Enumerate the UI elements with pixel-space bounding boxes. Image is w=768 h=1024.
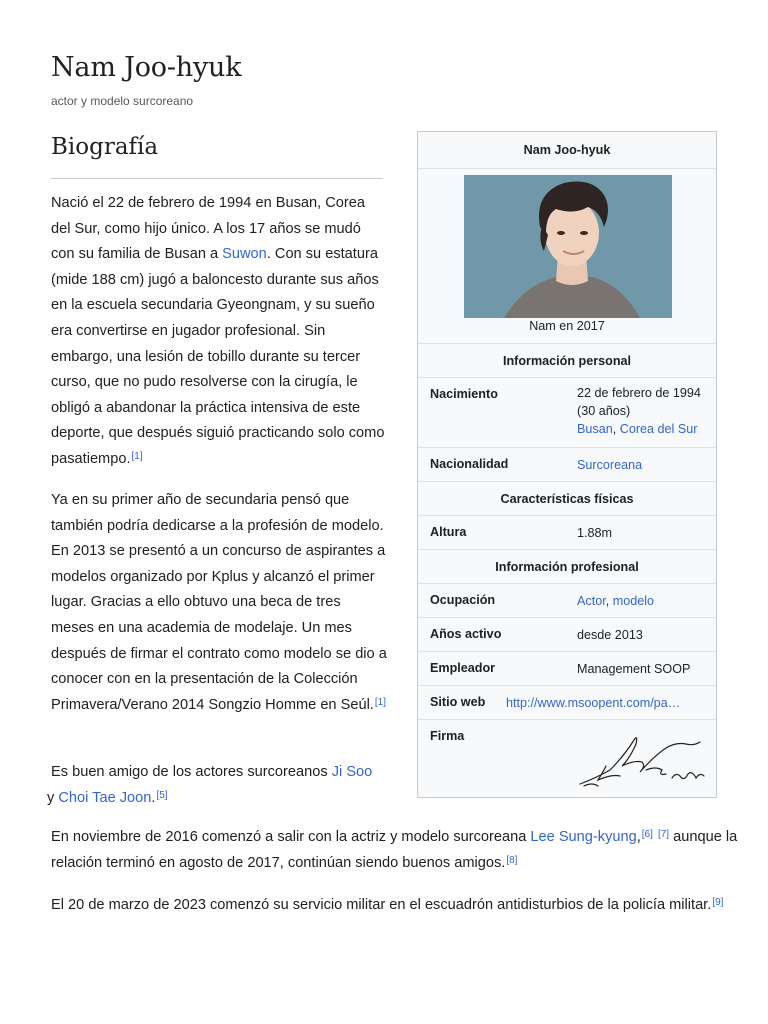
infobox-section-professional: Información profesional — [418, 549, 716, 584]
reference-link[interactable]: [1] — [374, 696, 386, 708]
infobox-section-physical: Características físicas — [418, 481, 716, 516]
infobox-section-personal: Información personal — [418, 343, 716, 378]
reference-link[interactable]: [1] — [131, 450, 143, 462]
active-value: desde 2013 — [577, 628, 643, 642]
paragraph-text: Nació el 22 de febrero de 1994 en Busan, Corea del Sur, como hijo único. A los 17 años se mudó con su familia de Busan a — [51, 195, 365, 263]
portrait-photo[interactable] — [464, 175, 672, 318]
link-corea-del-sur[interactable]: Corea del Sur — [619, 422, 698, 436]
employer-value: Management SOOP — [577, 662, 691, 676]
height-value: 1.88m — [577, 526, 613, 540]
occupation-label: Ocupación — [430, 593, 496, 607]
reference-link[interactable]: [9] — [712, 897, 724, 908]
active-label: Años activo — [430, 627, 502, 641]
infobox-row-birth — [418, 377, 716, 448]
paragraph-text: aunque la relación terminó en agosto de 2017, continúan siendo buenos amigos. — [51, 829, 738, 871]
reference-link[interactable]: [7] — [657, 829, 670, 840]
occupation-value — [577, 592, 711, 610]
birth-date: 22 de febrero de 1994 (30 años) — [577, 386, 701, 418]
link-choi-tae-joon[interactable]: Choi Tae Joon — [58, 789, 152, 806]
infobox-row-employer — [418, 651, 716, 686]
employer-label: Empleador — [430, 661, 496, 675]
separator: , — [605, 594, 613, 608]
nationality-label: Nacionalidad — [430, 457, 509, 471]
reference-link[interactable]: [8] — [506, 854, 518, 866]
infobox-row-occupation — [418, 583, 716, 618]
link-ji-soo[interactable]: Ji Soo — [331, 764, 373, 780]
infobox-title: Nam Joo-hyuk — [523, 143, 611, 157]
paragraph-text: Ya en su primer año de secundaria pensó que también podría dedicarse a la profesión de modelo. En 2013 se presentó a un concurso de aspirantes a modelos organizado por Kplus y alcanzó el primer lugar. Gracias a ello obtuvo una beca de tres meses en una academia de modelaje. Un mes después de firmar el contrato como modelo se dio a conocer con en la presentación de la Colección Primavera/Verano 2014 Songzio Homme en Seúl. — [51, 492, 387, 713]
separator: , — [612, 422, 620, 436]
paragraph-3 — [47, 760, 387, 811]
paragraph-text: En noviembre de 2016 comenzó a salir con la actriz y modelo surcoreana — [51, 829, 531, 845]
section-heading-biografia: Biografía — [51, 134, 159, 160]
page-title: Nam Joo-hyuk — [51, 52, 242, 83]
paragraph-text: El 20 de marzo de 2023 comenzó su servicio militar en el escuadrón antidisturbios de la policía militar. — [51, 897, 712, 913]
link-surcoreana[interactable]: Surcoreana — [577, 458, 643, 472]
page-subtitle: actor y modelo surcoreano — [51, 94, 194, 108]
link-actor[interactable]: Actor — [577, 594, 606, 608]
reference-link[interactable]: [5] — [156, 789, 168, 801]
infobox-row-signature — [418, 719, 716, 798]
reference-link[interactable]: [6] — [641, 829, 653, 840]
birth-value — [577, 384, 711, 438]
website-link[interactable]: http://www.msoopent.com/pa… — [506, 696, 681, 710]
height-label: Altura — [430, 525, 467, 539]
signature-image — [576, 726, 708, 790]
paragraph-text: Es buen amigo de los actores surcoreanos — [51, 764, 332, 780]
paragraph-text: y — [47, 789, 59, 806]
paragraph-5 — [51, 893, 741, 919]
infobox-row-nationality — [418, 447, 716, 482]
paragraph-4 — [51, 825, 741, 876]
paragraph-text: , — [636, 829, 641, 845]
link-busan[interactable]: Busan — [577, 422, 613, 436]
infobox-row-height — [418, 515, 716, 550]
link-modelo[interactable]: modelo — [612, 594, 655, 608]
paragraph-1 — [51, 191, 387, 473]
paragraph-2 — [51, 488, 387, 718]
paragraph-text: . — [151, 789, 156, 806]
infobox-row-active — [418, 617, 716, 652]
birth-label: Nacimiento — [430, 387, 498, 401]
infobox-row-website — [418, 685, 716, 720]
link-lee-sung-kyung[interactable]: Lee Sung-kyung — [530, 829, 637, 845]
infobox-image-row — [418, 168, 716, 344]
photo-caption: Nam en 2017 — [529, 319, 605, 333]
link-suwon[interactable]: Suwon — [222, 246, 267, 263]
website-label: Sitio web — [430, 695, 486, 709]
signature-label: Firma — [430, 729, 465, 743]
section-divider — [51, 178, 383, 179]
paragraph-text: . Con su estatura (mide 188 cm) jugó a baloncesto durante sus años en la escuela secundaria Gyeongnam, y su sueño era convertirse en jugador profesional. Sin embargo, una lesión de tobillo durante su tercer curso, que no pudo resolverse con la cirugía, le obligó a abandonar la práctica intensiva de este deporte, que después siguió practicando solo como pasatiempo. — [51, 246, 385, 467]
infobox — [417, 131, 717, 798]
